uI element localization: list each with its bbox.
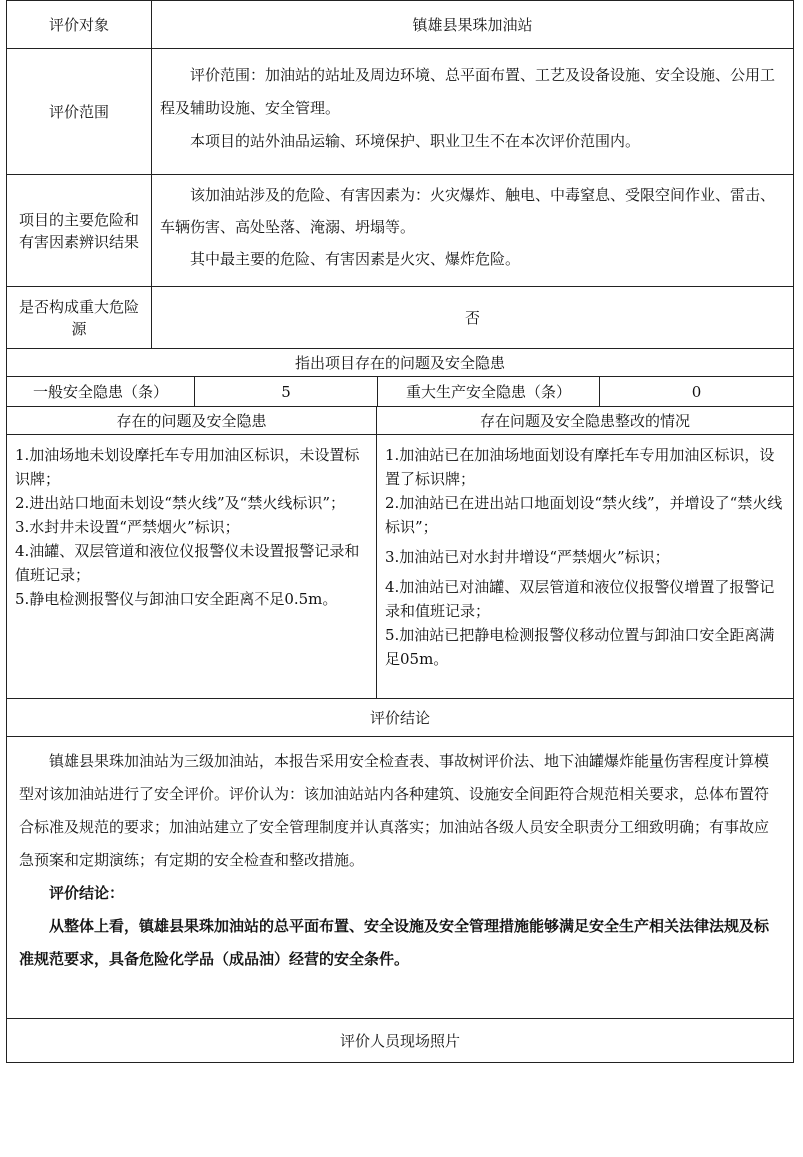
- issues-right-header: 存在问题及安全隐患整改的情况: [479, 412, 690, 430]
- list-item: 5.静电检测报警仪与卸油口安全距离不足0.5m。: [15, 590, 338, 608]
- scope-paragraph-2: 本项目的站外油品运输、环境保护、职业卫生不在本次评价范围内。: [190, 132, 641, 150]
- evaluation-table: [6, 0, 794, 1063]
- row-issues-lists: [7, 434, 793, 698]
- row-conclusion-header: [7, 698, 793, 736]
- hazards-paragraph-2: 其中最主要的危险、有害因素是火灾、爆炸危险。: [190, 250, 521, 268]
- hazards-label: 项目的主要危险和有害因素辨识结果: [7, 175, 152, 286]
- hazards-value: [152, 175, 793, 286]
- row-counts: [7, 376, 793, 406]
- row-major-hazard: [7, 286, 793, 348]
- conclusion-final: 从整体上看，镇雄县果珠加油站的总平面布置、安全设施及安全管理措施能够满足安全生产相关法律法规及标准规范要求，具备危险化学品（成品油）经营的安全条件。: [19, 917, 770, 968]
- object-label: 评价对象: [7, 1, 152, 48]
- object-value: 镇雄县果珠加油站: [412, 16, 533, 34]
- list-item: 1.加油场地未划设摩托车专用加油区标识，未设置标识牌；: [15, 446, 360, 488]
- list-item: 3.水封井未设置“严禁烟火”标识；: [15, 518, 240, 536]
- list-item: 2.加油站已在进出站口地面划设“禁火线”，并增设了“禁火线标识”；: [385, 494, 783, 536]
- list-item: 2.进出站口地面未划设“禁火线”及“禁火线标识”；: [15, 494, 345, 512]
- major-hazard-count-value: 0: [691, 382, 702, 401]
- scope-value: [152, 49, 793, 174]
- row-issues-table-headers: [7, 406, 793, 434]
- issues-header: 指出项目存在的问题及安全隐患: [294, 354, 505, 372]
- major-hazard-count-label: 重大生产安全隐患（条）: [378, 377, 600, 406]
- row-issues-header: [7, 348, 793, 376]
- photos-header: 评价人员现场照片: [339, 1032, 460, 1050]
- conclusion-body: [7, 737, 793, 1018]
- major-hazard-label: 是否构成重大危险源: [7, 287, 152, 348]
- issues-left-header: 存在的问题及安全隐患: [7, 407, 377, 434]
- general-hazard-count-value: 5: [195, 377, 378, 406]
- major-hazard-value: 否: [464, 309, 480, 327]
- list-item: 1.加油站已在加油场地面划设有摩托车专用加油区标识，设置了标识牌；: [385, 446, 775, 488]
- conclusion-header: 评价结论: [369, 709, 430, 727]
- general-hazard-count-label: 一般安全隐患（条）: [7, 377, 195, 406]
- row-scope: [7, 48, 793, 174]
- row-photos-header: [7, 1018, 793, 1062]
- issues-right-list: [377, 435, 793, 698]
- list-item: 5.加油站已把静电检测报警仪移动位置与卸油口安全距离满足05m。: [385, 626, 775, 668]
- conclusion-paragraph: 镇雄县果珠加油站为三级加油站，本报告采用安全检查表、事故树评价法、地下油罐爆炸能量伤害程度计算模型对该加油站进行了安全评价。评价认为：该加油站站内各种建筑、设施安全间距符合规范相关要求，总体布置符合标准及规范的要求；加油站建立了安全管理制度并认真落实；加油站各级人员安全职责分工细致明确；有事故应急预案和定期演练；有定期的安全检查和整改措施。: [19, 752, 770, 869]
- row-object: [7, 0, 793, 48]
- row-conclusion-body: [7, 736, 793, 1018]
- list-item: 4.加油站已对油罐、双层管道和液位仪报警仪增置了报警记录和值班记录；: [385, 578, 775, 620]
- conclusion-subheading: 评价结论：: [49, 884, 125, 902]
- scope-label: 评价范围: [7, 49, 152, 174]
- list-item: 4.油罐、双层管道和液位仪报警仪未设置报警记录和值班记录；: [15, 542, 360, 584]
- issues-left-list: [7, 435, 377, 698]
- hazards-paragraph-1: 该加油站涉及的危险、有害因素为：火灾爆炸、触电、中毒窒息、受限空间作业、雷击、车辆伤害、高处坠落、淹溺、坍塌等。: [160, 186, 776, 236]
- row-hazards: [7, 174, 793, 286]
- list-item: 3.加油站已对水封井增设“严禁烟火”标识；: [385, 548, 670, 566]
- scope-paragraph-1: 评价范围：加油站的站址及周边环境、总平面布置、工艺及设备设施、安全设施、公用工程及辅助设施、安全管理。: [160, 66, 776, 117]
